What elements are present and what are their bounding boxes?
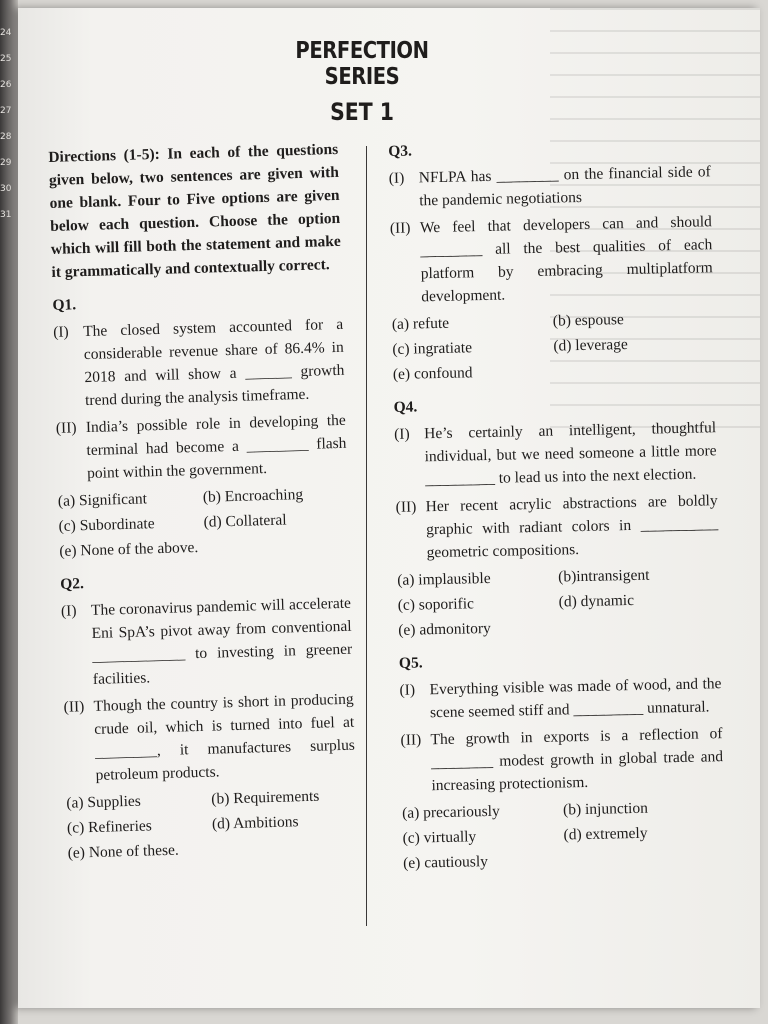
statement-label: (II) [400, 731, 422, 749]
option: (e) admonitory [398, 619, 491, 639]
question-number: Q5. [398, 654, 423, 672]
statement-label: (II) [389, 219, 411, 237]
option: (c) Refineries [66, 817, 153, 837]
book-binding [0, 0, 18, 1024]
edge-number: 30 [0, 184, 12, 194]
question-number: Q2. [60, 575, 85, 593]
statement [61, 592, 353, 692]
statement [395, 489, 718, 565]
statement [53, 313, 345, 413]
left-column [48, 138, 358, 865]
statement-text: NFLPA has ________ on the financial side of the pandemic negotiations [418, 163, 711, 210]
options-grid [66, 784, 358, 865]
option: (c) soporific [397, 595, 475, 614]
statement [389, 160, 712, 213]
question-number: Q1. [52, 296, 77, 314]
option: (d) Ambitions [211, 813, 299, 833]
statement-label: (II) [395, 498, 417, 516]
statement-label: (I) [388, 169, 405, 187]
statement [400, 722, 723, 798]
option: (e) None of the above. [59, 538, 199, 560]
option: (a) Supplies [66, 792, 142, 812]
edge-page-numbers [0, 20, 18, 228]
statement-text: Though the country is short in producing crude oil, which is turned into fuel at ________, it manufactures surplus petroleum products. [93, 690, 356, 784]
question-number: Q4. [393, 398, 418, 416]
statement-label: (I) [52, 323, 69, 341]
option: (a) Significant [57, 490, 148, 510]
option: (c) ingratiate [392, 339, 473, 358]
statement-text: India’s possible role in developing the terminal had become a ________ flash point within the government. [85, 411, 347, 483]
option: (d) dynamic [558, 591, 635, 611]
statement-label: (II) [63, 698, 85, 716]
statement-text: He’s certainly an intelligent, thoughtful individual, but we need someone a little more _________ to lead us into the next election. [423, 419, 717, 489]
edge-number: 24 [0, 28, 12, 38]
statement-label: (II) [55, 419, 77, 437]
option: (c) Subordinate [58, 515, 155, 535]
options-grid [392, 306, 715, 386]
question-number: Q3. [388, 142, 413, 160]
option: (e) cautiously [402, 853, 489, 872]
set-title: SET 1 [330, 98, 394, 126]
statement [394, 416, 717, 492]
edge-number: 28 [0, 132, 12, 142]
statement-text: The closed system accounted for a considerable revenue share of 86.4% in 2018 and will show a ______ growth trend during the analysis timeframe. [82, 315, 345, 410]
option: (d) leverage [553, 336, 628, 355]
statement [390, 210, 714, 309]
statement [399, 672, 722, 725]
statement-text: We feel that developers can and should ________ all the best qualities of each platform by embracing multiplatform development. [419, 213, 713, 306]
question-block [393, 389, 720, 642]
option: (a) refute [391, 314, 450, 333]
options-grid [402, 795, 725, 875]
options-grid [397, 562, 720, 642]
statement-label: (I) [393, 425, 410, 443]
option: (c) virtually [402, 828, 477, 847]
statement-text: Her recent acrylic abstractions are boldly graphic with radiant colors in __________ geometric compositions. [425, 492, 719, 562]
option: (a) implausible [397, 569, 491, 589]
option: (e) confound [392, 364, 473, 383]
options-grid [58, 482, 350, 563]
option: (b) Encroaching [202, 486, 304, 506]
page-header [262, 38, 462, 126]
edge-number: 29 [0, 158, 12, 168]
series-title: PERFECTION SERIES [295, 38, 429, 90]
right-column [388, 133, 725, 875]
option: (b) Requirements [211, 787, 320, 808]
option: (a) precariously [401, 802, 500, 822]
statement-text: The growth in exports is a reflection of ________ modest growth in global trade and increasing protectionism. [430, 725, 724, 795]
option: (d) extremely [563, 824, 648, 844]
statement-label: (I) [60, 602, 77, 620]
question-block [388, 133, 715, 386]
option: (e) None of these. [67, 841, 179, 862]
question-block [399, 645, 726, 875]
edge-number: 25 [0, 54, 12, 64]
statement-text: The coronavirus pandemic will accelerate Eni SpA’s pivot away from conventional ____________ to investing in greener facilities. [90, 594, 353, 688]
edge-number: 26 [0, 80, 12, 90]
column-divider [366, 146, 367, 926]
option: (d) Collateral [203, 511, 287, 531]
statement-label: (I) [399, 681, 416, 699]
option: (b)intransigent [558, 566, 650, 586]
statement [56, 409, 348, 486]
directions-text: Directions (1-5): In each of the questions given below, two sentences are given with one blank. Four to Five options are given below each question. Choose the option which will fill both the statement and make it grammatically and contextually correct. [48, 140, 342, 281]
statement [63, 688, 355, 788]
edge-number: 27 [0, 106, 12, 116]
edge-number: 31 [0, 210, 12, 220]
question-block [60, 565, 358, 865]
option: (b) injunction [562, 799, 649, 819]
question-block [52, 286, 349, 563]
statement-text: Everything visible was made of wood, and the scene seemed stiff and _________ unnatural. [429, 675, 722, 722]
option: (b) espouse [552, 311, 625, 330]
